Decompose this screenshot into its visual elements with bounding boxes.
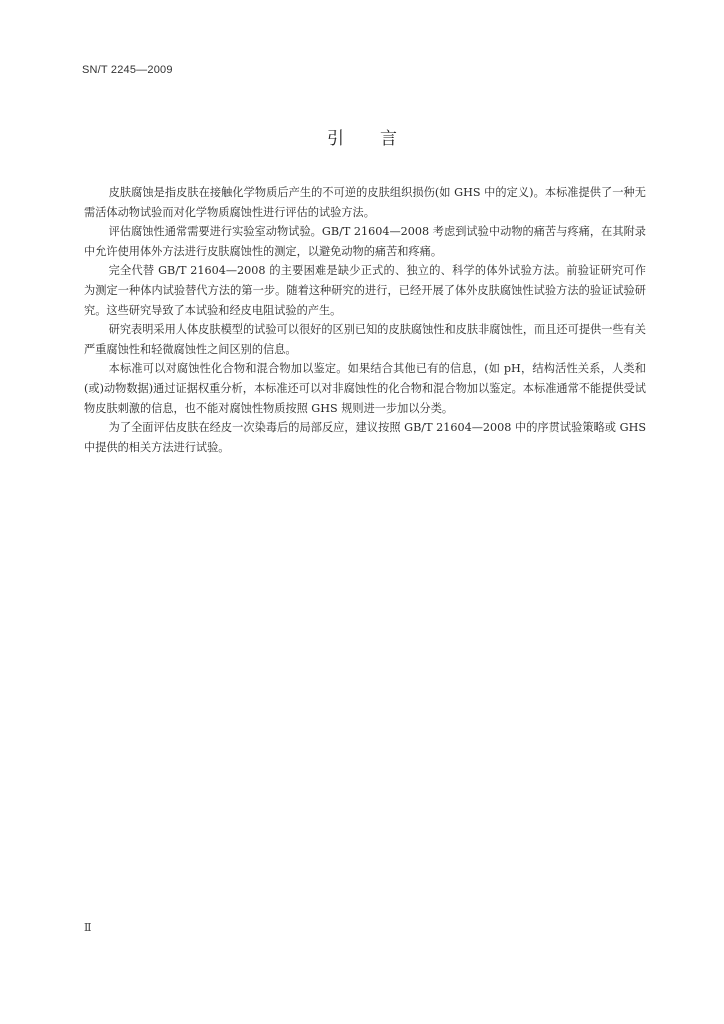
- page-number: Ⅱ: [84, 922, 92, 934]
- paragraph: 完全代替 GB/T 21604—2008 的主要困难是缺少正式的、独立的、科学的体外试验方法。前验证研究可作为测定一种体内试验替代方法的第一步。随着这种研究的进行，已经开展了体外皮肤腐蚀性试验方法的验证试验研究。这些研究导致了本试验和经皮电阻试验的产生。: [84, 264, 646, 317]
- paragraph: 评估腐蚀性通常需要进行实验室动物试验。GB/T 21604—2008 考虑到试验中动物的痛苦与疼痛，在其附录中允许使用体外方法进行皮肤腐蚀性的测定，以避免动物的痛苦和疼痛。: [84, 225, 646, 258]
- paragraph: 为了全面评估皮肤在经皮一次染毒后的局部反应，建议按照 GB/T 21604—2008 中的序贯试验策略或 GHS 中提供的相关方法进行试验。: [84, 421, 646, 454]
- paragraph: 皮肤腐蚀是指皮肤在接触化学物质后产生的不可逆的皮肤组织损伤(如 GHS 中的定义)。本标准提供了一种无需活体动物试验而对化学物质腐蚀性进行评估的试验方法。: [84, 186, 646, 219]
- standard-number-header: SN/T 2245—2009: [82, 64, 173, 76]
- paragraph: 本标准可以对腐蚀性化合物和混合物加以鉴定。如果结合其他已有的信息，(如 pH，结构活性关系，人类和(或)动物数据)通过证据权重分析，本标准还可以对非腐蚀性的化合物和混合物加以鉴定。本标准通常不能提供受试物皮肤刺激的信息，也不能对腐蚀性物质按照 GHS 规则进一步加以分类。: [84, 362, 646, 415]
- paragraph: 研究表明采用人体皮肤模型的试验可以很好的区别已知的皮肤腐蚀性和皮肤非腐蚀性，而且还可提供一些有关严重腐蚀性和轻微腐蚀性之间区别的信息。: [84, 323, 646, 356]
- page-title: 引言: [327, 129, 433, 149]
- introduction-body: [84, 183, 646, 457]
